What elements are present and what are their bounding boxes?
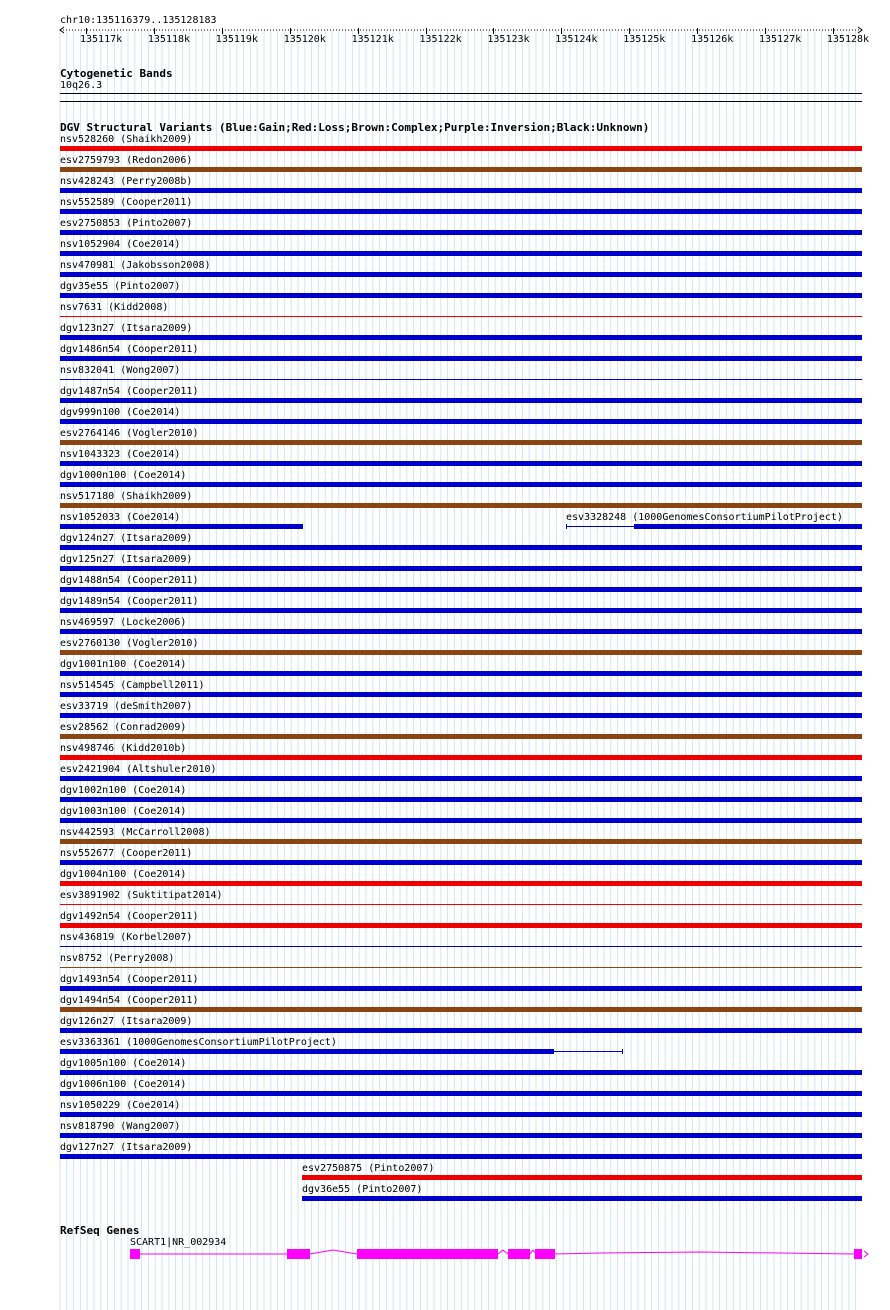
variant-bar[interactable] xyxy=(60,209,862,214)
variant-bar[interactable] xyxy=(554,1051,622,1052)
gene-exon xyxy=(508,1249,530,1259)
variant-label[interactable]: dgv1000n100 (Coe2014) xyxy=(60,470,187,481)
variant-bar[interactable] xyxy=(60,398,862,403)
variant-bar[interactable] xyxy=(60,482,862,487)
ruler-tick-label: 135120k xyxy=(283,34,326,45)
ruler-tick-label: 135119k xyxy=(215,34,258,45)
variant-label[interactable]: dgv1002n100 (Coe2014) xyxy=(60,785,187,796)
variant-label[interactable]: esv33719 (deSmith2007) xyxy=(60,701,193,712)
ruler-tick-label: 135125k xyxy=(623,34,666,45)
variant-bar[interactable] xyxy=(60,146,862,151)
variant-bar[interactable] xyxy=(302,1175,862,1180)
variant-bar[interactable] xyxy=(60,650,862,655)
variant-label[interactable]: esv2764146 (Vogler2010) xyxy=(60,428,199,439)
ruler-tick-label: 135118k xyxy=(147,34,191,45)
variant-label[interactable]: dgv1489n54 (Cooper2011) xyxy=(60,596,199,607)
variant-bar[interactable] xyxy=(60,692,862,697)
variant-label[interactable]: nsv436819 (Korbel2007) xyxy=(60,932,193,943)
variant-bar[interactable] xyxy=(60,440,862,445)
variant-label[interactable]: nsv1052033 (Coe2014) xyxy=(60,512,181,523)
variant-bar[interactable] xyxy=(60,461,862,466)
variant-label[interactable]: dgv1003n100 (Coe2014) xyxy=(60,806,187,817)
variant-label[interactable]: dgv1493n54 (Cooper2011) xyxy=(60,974,199,985)
variant-label[interactable]: nsv1043323 (Coe2014) xyxy=(60,449,181,460)
variant-bar[interactable] xyxy=(60,734,862,739)
variant-bar[interactable] xyxy=(60,272,862,277)
refseq-title: RefSeq Genes xyxy=(60,1224,140,1237)
dgv-title: DGV Structural Variants (Blue:Gain;Red:Loss;Brown:Complex;Purple:Inversion;Black:Unknown) xyxy=(60,121,650,134)
variant-bar[interactable] xyxy=(60,188,862,193)
variant-bar[interactable] xyxy=(60,608,862,613)
variant-label[interactable]: esv2759793 (Redon2006) xyxy=(60,155,193,166)
variant-label[interactable]: esv2750875 (Pinto2007) xyxy=(302,1163,435,1174)
variant-bar[interactable] xyxy=(60,1112,862,1117)
ruler-tick-mark xyxy=(290,28,291,34)
variant-label[interactable]: esv3891902 (Suktitipat2014) xyxy=(60,890,223,901)
ruler-tick-label: 135122k xyxy=(419,34,462,45)
variant-bar[interactable] xyxy=(60,335,862,340)
gene-exon xyxy=(357,1249,498,1259)
variant-bar[interactable] xyxy=(60,167,862,172)
ruler-tick-mark xyxy=(697,28,698,34)
variant-label[interactable]: dgv124n27 (Itsara2009) xyxy=(60,533,193,544)
variant-label[interactable]: esv2750853 (Pinto2007) xyxy=(60,218,193,229)
variant-label[interactable]: esv28562 (Conrad2009) xyxy=(60,722,187,733)
variant-bar[interactable] xyxy=(302,1196,862,1201)
variant-label[interactable]: nsv552677 (Cooper2011) xyxy=(60,848,193,859)
ruler-tick-label: 135121k xyxy=(351,34,394,45)
variant-label[interactable]: dgv1492n54 (Cooper2011) xyxy=(60,911,199,922)
cyto-band-line-bottom xyxy=(60,101,862,102)
variant-label[interactable]: dgv1486n54 (Cooper2011) xyxy=(60,344,199,355)
gene-exon xyxy=(130,1249,140,1259)
ruler-tick-mark xyxy=(86,28,87,34)
ruler-tick-label: 135127k xyxy=(759,34,802,45)
variant-label[interactable]: esv2421904 (Altshuler2010) xyxy=(60,764,217,775)
variant-bar[interactable] xyxy=(60,946,862,947)
variant-label[interactable]: dgv127n27 (Itsara2009) xyxy=(60,1142,193,1153)
variant-bar[interactable] xyxy=(60,1070,862,1075)
variant-bar[interactable] xyxy=(60,629,862,634)
variant-bar[interactable] xyxy=(60,524,303,529)
cyto-band-label: 10q26.3 xyxy=(60,80,103,91)
variant-bar[interactable] xyxy=(60,566,862,571)
variant-label[interactable]: nsv552589 (Cooper2011) xyxy=(60,197,193,208)
variant-bar[interactable] xyxy=(60,904,862,905)
gene-strand-arrow xyxy=(864,1251,868,1257)
ruler-tick-mark xyxy=(154,28,155,34)
variant-bar[interactable] xyxy=(60,1091,862,1096)
variant-label[interactable]: nsv8752 (Perry2008) xyxy=(60,953,175,964)
variant-bar[interactable] xyxy=(60,1133,862,1138)
variant-label[interactable]: nsv1050229 (Coe2014) xyxy=(60,1100,181,1111)
variant-bar[interactable] xyxy=(60,1028,862,1033)
cyto-band-line-top xyxy=(60,93,862,94)
variant-bar[interactable] xyxy=(634,524,862,529)
variant-label[interactable]: dgv1005n100 (Coe2014) xyxy=(60,1058,187,1069)
variant-bar[interactable] xyxy=(60,1049,554,1054)
ruler-location: chr10:135116379..135128183 xyxy=(60,15,217,26)
variant-bar[interactable] xyxy=(60,587,862,592)
variant-label[interactable]: dgv1004n100 (Coe2014) xyxy=(60,869,187,880)
variant-bar[interactable] xyxy=(60,818,862,823)
variant-bar[interactable] xyxy=(60,986,862,991)
variant-bar[interactable] xyxy=(566,526,634,527)
ruler-tick-mark xyxy=(493,28,494,34)
gene-exon xyxy=(854,1249,862,1259)
variant-bar[interactable] xyxy=(622,1049,623,1054)
variant-label[interactable]: dgv1487n54 (Cooper2011) xyxy=(60,386,199,397)
variant-label[interactable]: dgv123n27 (Itsara2009) xyxy=(60,323,193,334)
ruler-tick-mark xyxy=(561,28,562,34)
ruler-tick-mark xyxy=(358,28,359,34)
variant-bar[interactable] xyxy=(60,503,862,508)
variant-bar[interactable] xyxy=(566,524,567,529)
variant-label[interactable]: nsv498746 (Kidd2010b) xyxy=(60,743,187,754)
variant-label[interactable]: esv3363361 (1000GenomesConsortiumPilotProject) xyxy=(60,1037,337,1048)
variant-bar[interactable] xyxy=(60,860,862,865)
variant-label[interactable]: nsv818790 (Wang2007) xyxy=(60,1121,181,1132)
variant-bar[interactable] xyxy=(60,923,862,928)
variant-label[interactable]: dgv1494n54 (Cooper2011) xyxy=(60,995,199,1006)
variant-bar[interactable] xyxy=(60,356,862,361)
variant-label[interactable]: esv3328248 (1000GenomesConsortiumPilotProject) xyxy=(566,512,843,523)
variant-label[interactable]: dgv35e55 (Pinto2007) xyxy=(60,281,181,292)
variant-bar[interactable] xyxy=(60,293,862,298)
variant-bar[interactable] xyxy=(60,316,862,317)
variant-label[interactable]: nsv1052904 (Coe2014) xyxy=(60,239,181,250)
variant-bar[interactable] xyxy=(60,839,862,844)
variant-label[interactable]: dgv999n100 (Coe2014) xyxy=(60,407,181,418)
variant-label[interactable]: nsv442593 (McCarroll2008) xyxy=(60,827,211,838)
ruler-tick-label: 135123k xyxy=(487,34,530,45)
variant-label[interactable]: nsv469597 (Locke2006) xyxy=(60,617,187,628)
variant-label[interactable]: nsv528260 (Shaikh2009) xyxy=(60,134,193,145)
variant-label[interactable]: dgv1006n100 (Coe2014) xyxy=(60,1079,187,1090)
variant-label[interactable]: esv2760130 (Vogler2010) xyxy=(60,638,199,649)
variant-label[interactable]: nsv470981 (Jakobsson2008) xyxy=(60,260,211,271)
variant-bar[interactable] xyxy=(60,1154,862,1159)
variant-label[interactable]: nsv517180 (Shaikh2009) xyxy=(60,491,193,502)
variant-bar[interactable] xyxy=(60,967,862,968)
refseq-gene-label[interactable]: SCART1|NR_002934 xyxy=(130,1237,227,1248)
variant-bar[interactable] xyxy=(60,379,862,380)
variant-bar[interactable] xyxy=(60,545,862,550)
ruler-tick-label: 135124k xyxy=(555,34,598,45)
ruler-tick-mark xyxy=(833,28,834,34)
ruler-tick-label: 135117k xyxy=(80,34,123,45)
refseq-gene-model[interactable] xyxy=(0,1243,890,1263)
ruler-tick-label: 135126k xyxy=(691,34,734,45)
variant-label[interactable]: dgv36e55 (Pinto2007) xyxy=(302,1184,423,1195)
ruler-tick-mark xyxy=(765,28,766,34)
variant-bar[interactable] xyxy=(60,1007,862,1012)
variant-bar[interactable] xyxy=(60,230,862,235)
variant-bar[interactable] xyxy=(60,419,862,424)
variant-bar[interactable] xyxy=(60,713,862,718)
variant-label[interactable]: nsv7631 (Kidd2008) xyxy=(60,302,169,313)
variant-label[interactable]: dgv125n27 (Itsara2009) xyxy=(60,554,193,565)
variant-label[interactable]: dgv126n27 (Itsara2009) xyxy=(60,1016,193,1027)
variant-bar[interactable] xyxy=(60,881,862,886)
variant-label[interactable]: dgv1001n100 (Coe2014) xyxy=(60,659,187,670)
ruler-tick-label: 135128k xyxy=(826,34,870,45)
cyto-title: Cytogenetic Bands xyxy=(60,67,173,80)
gene-exon xyxy=(535,1249,555,1259)
variant-bar[interactable] xyxy=(60,776,862,781)
variant-bar[interactable] xyxy=(60,755,862,760)
variant-bar[interactable] xyxy=(60,671,862,676)
ruler-tick-mark xyxy=(629,28,630,34)
variant-label[interactable]: nsv428243 (Perry2008b) xyxy=(60,176,193,187)
variant-label[interactable]: nsv514545 (Campbell2011) xyxy=(60,680,205,691)
variant-bar[interactable] xyxy=(60,797,862,802)
variant-bar[interactable] xyxy=(60,251,862,256)
gene-exon xyxy=(287,1249,310,1259)
ruler-tick-mark xyxy=(426,28,427,34)
variant-label[interactable]: dgv1488n54 (Cooper2011) xyxy=(60,575,199,586)
ruler-tick-mark xyxy=(222,28,223,34)
variant-label[interactable]: nsv832041 (Wong2007) xyxy=(60,365,181,376)
